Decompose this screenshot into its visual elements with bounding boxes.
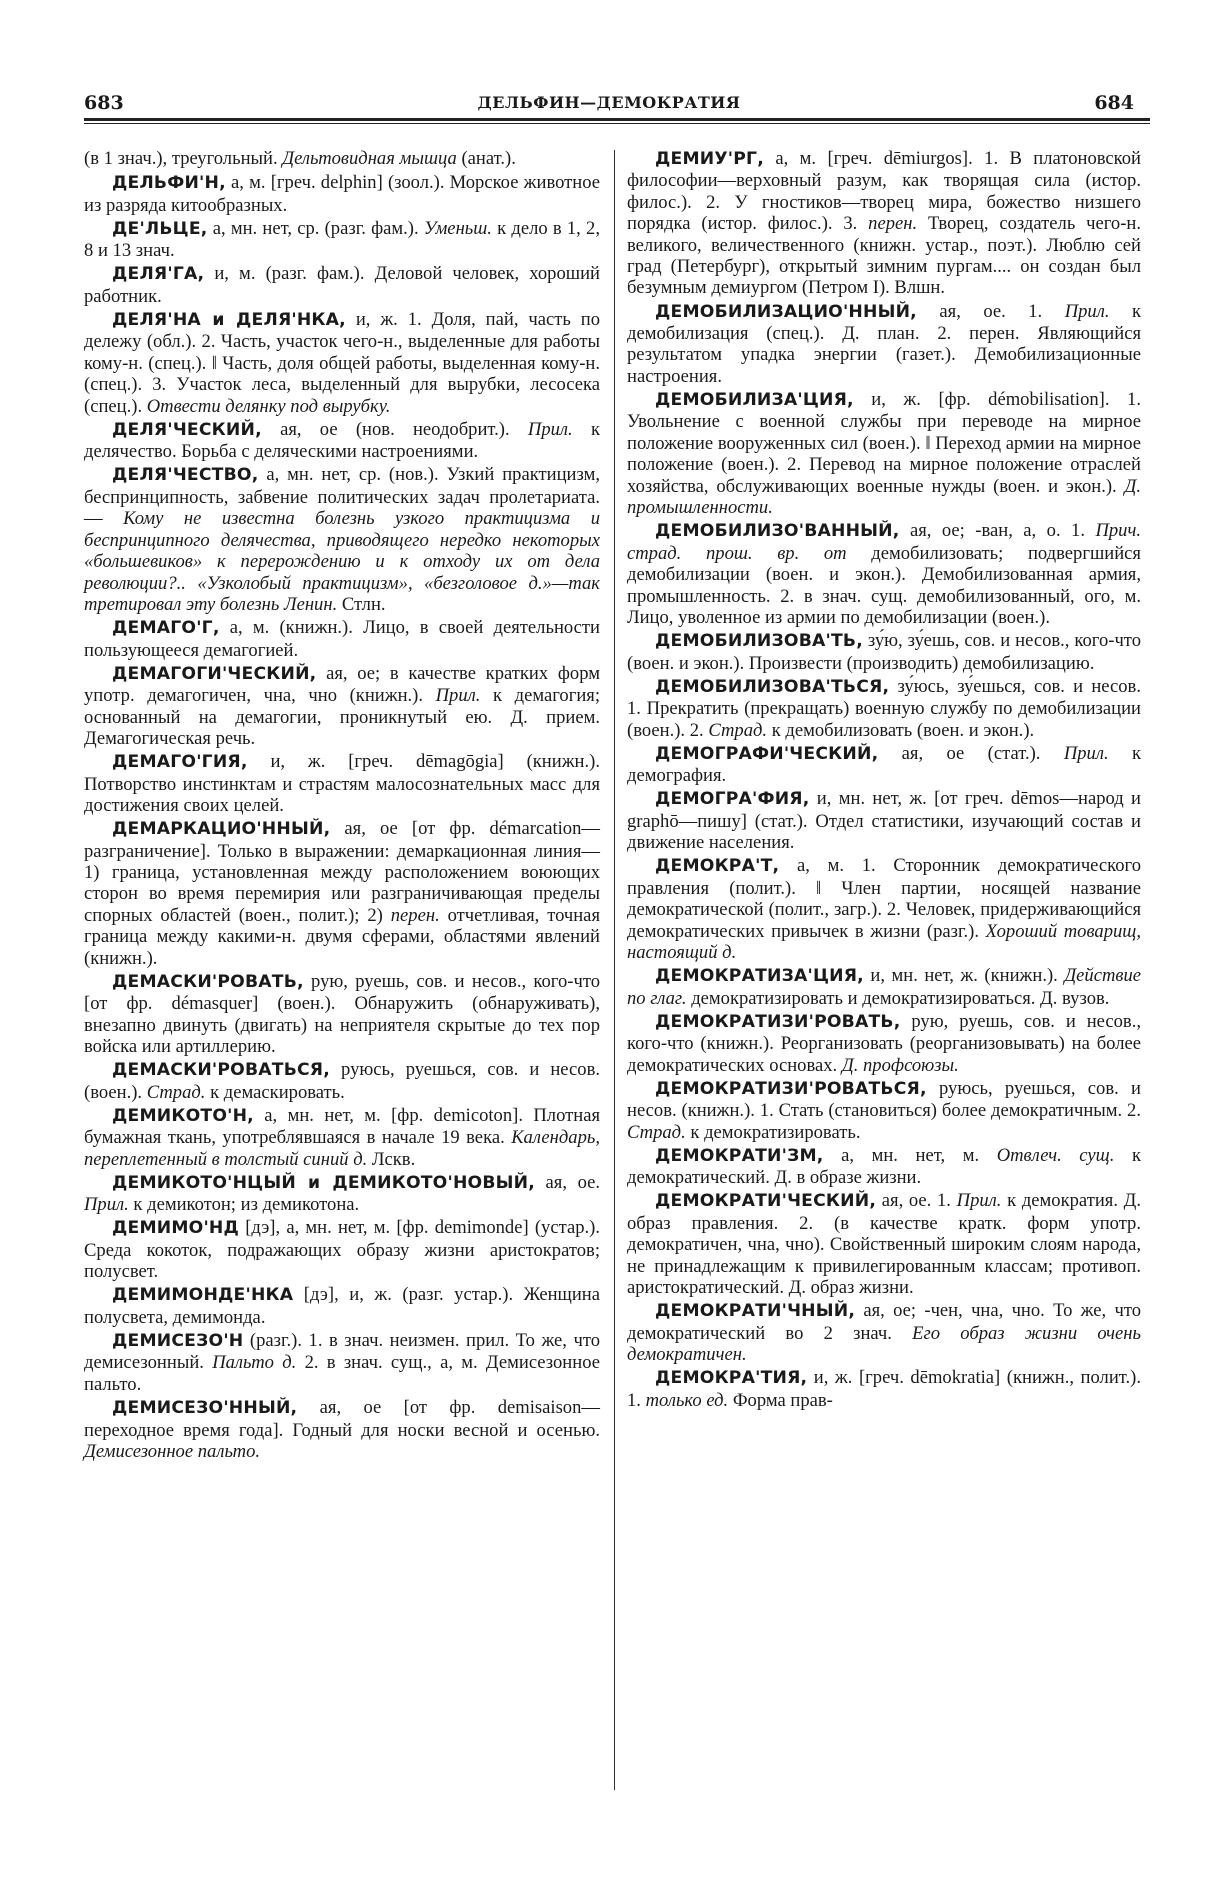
entry-definition: зу́юсь, зу́ешься, сов. и несов. 1. Прекратить (прекращать) военную службу по демобилизации (воен.). 2. — [627, 675, 1141, 741]
entry-example: Пальто д. — [212, 1352, 297, 1374]
entry-definition: ая, ое. 1. — [916, 300, 1065, 322]
entry-example: Страд. — [627, 1121, 686, 1143]
dictionary-entry — [84, 1059, 600, 1103]
entry-headword: ДЕЛЯ'НА и ДЕЛЯ'НКА, — [112, 310, 346, 331]
entry-tail: к демаскировать. — [205, 1081, 345, 1103]
entry-definition: [дэ], и, ж. (разг. устар.). Женщина полусвета, демимонда. — [84, 1284, 600, 1328]
dictionary-entry — [84, 218, 600, 262]
entry-tail: к демикотон; из демикотона. — [128, 1194, 360, 1216]
entry-headword: ДЕМИСЕЗО'Н — [112, 1331, 244, 1352]
entry-headword: ДЕМОКРАТИЗА'ЦИЯ, — [655, 966, 864, 987]
entry-tail: к демобилизация (спец.). Д. план. 2. перен. Являющийся результатом упадка энергии (газет.). Демобилизационные настроения. — [627, 300, 1142, 387]
dictionary-entry — [627, 1190, 1141, 1298]
entry-definition: зу́ю, зу́ешь, сов. и несов., кого-что (воен. и экон.). Произвести (производить) демобилизацию. — [627, 630, 1141, 674]
entry-definition: ая, ое; в качестве кратких форм употр. демагогичен, чна, чно (книжн.). — [84, 662, 600, 707]
entry-definition: а, мн. нет, м. — [823, 1144, 997, 1166]
entry-definition: и, ж. [греч. dēmokratia] (книжн., полит.). 1. — [627, 1367, 1141, 1411]
entry-example: Страд. — [146, 1081, 206, 1103]
entry-definition: руюсь, руешься, сов. и несов. (книжн.). 1. Стать (становиться) более демократичным. 2. — [627, 1077, 1141, 1122]
entry-tail: отчетливая, точная граница между какими-н. двумя сферами, областями явлений (книжн.). — [84, 904, 600, 969]
entry-tail: к демография. — [627, 742, 1142, 787]
dictionary-entry — [84, 309, 600, 417]
entry-tail: Форма прав- — [728, 1389, 833, 1411]
entry-example: Прил. — [1063, 742, 1109, 764]
entry-example: Страд. — [708, 719, 768, 741]
entry-definition: ая, ое (стат.). — [878, 742, 1064, 764]
entry-definition: и, ж. [греч. dēmagōgia] (книжн.). Потворство инстинктам и страстям малосознательных масс для достижения своих целей. — [84, 751, 600, 816]
entry-headword: ДЕМОБИЛИЗО'ВАННЫЙ, — [655, 521, 900, 542]
entry-headword: ДЕМАСКИ'РОВАТЬ, — [112, 971, 304, 992]
entry-headword: ДЕЛЯ'ЧЕСТВО, — [112, 465, 259, 486]
dictionary-entry — [84, 263, 600, 307]
entry-tail: к дело в 1, 2, 8 и 13 знач. — [84, 217, 600, 262]
entry-example: Календарь, переплетенный в толстый синий д. — [84, 1127, 600, 1170]
entry-example: Отвлеч. сущ. — [996, 1144, 1115, 1166]
entry-definition: (разг.). 1. в знач. неизмен. прил. То же, что демисезонный. — [84, 1330, 600, 1374]
entry-headword: ДЕМОКРАТИ'ЧЕСКИЙ, — [655, 1191, 877, 1212]
entry-tail: (анат.). — [456, 148, 516, 169]
entry-headword: ДЕЛЯ'ЧЕСКИЙ, — [112, 419, 262, 440]
entry-headword: ДЕМОБИЛИЗАЦИО'ННЫЙ, — [655, 301, 917, 322]
dictionary-entry — [627, 743, 1141, 787]
entry-headword: ДЕМОБИЛИЗОВА'ТЬСЯ, — [655, 676, 890, 697]
entry-example: Прил. — [527, 418, 573, 440]
left-column — [84, 148, 600, 1464]
entry-tail: Лскв. — [367, 1148, 416, 1170]
dictionary-entry — [627, 855, 1141, 963]
page-header — [84, 92, 1134, 116]
entry-example: Уменьш. — [423, 217, 492, 239]
entry-definition: ая, ое [от фр. demisaison—переходное время года]. Годный для носки весной и осенью. — [84, 1397, 600, 1441]
entry-example: Прил. — [435, 685, 481, 707]
entry-headword: ДЕМОКРАТИ'ЗМ, — [655, 1145, 824, 1166]
entry-definition: рую, руешь, сов. и несов., кого-что [от фр. démasquer] (воен.). Обнаружить (обнаруживать), внезапно двинуть (двигать) на неприятеля скрытые до тех пор войска или артиллерию. — [84, 970, 600, 1058]
entry-example: перен. — [390, 904, 440, 926]
dictionary-entry — [627, 389, 1141, 518]
entry-example: Отвести делянку под вырубку. — [146, 395, 391, 417]
entry-definition: ая, ое; -чен, чна, чно. То же, что демократический во 2 знач. — [627, 1300, 1141, 1344]
entry-tail: к демагогия; основанный на демагогии, проникнутый ею. Д. прием. Демагогическая речь. — [84, 685, 600, 749]
entry-example: только ед. — [645, 1389, 729, 1411]
entry-headword: ДЕМИКОТО'Н, — [112, 1105, 254, 1126]
dictionary-entry — [84, 1217, 600, 1282]
dictionary-entry — [84, 818, 600, 969]
dictionary-entry — [627, 630, 1141, 674]
entry-headword: ДЕМИСЕЗО'ННЫЙ, — [112, 1398, 298, 1419]
entry-example: Д. промышленности. — [627, 475, 1141, 519]
entry-example: Прич. страд. прош. вр. от — [627, 520, 1141, 564]
entry-example: Демисезонное пальто. — [84, 1440, 261, 1462]
entry-headword: ДЕМАГО'ГИЯ, — [112, 752, 248, 773]
entry-headword: ДЕМИКОТО'НЦЫЙ и ДЕМИКОТО'НОВЫЙ, — [112, 1172, 535, 1193]
entry-definition: а, м. (книжн.). Лицо, в своей деятельности пользующееся демагогией. — [84, 617, 600, 661]
entry-example: Прил. — [1064, 300, 1110, 322]
entry-tail: к демобилизовать (воен. и экон.). — [767, 719, 1035, 741]
entry-headword: ДЕМОКРАТИЗИ'РОВАТЬ, — [655, 1011, 901, 1032]
entry-definition: рую, руешь, сов. и несов., кого-что (книжн.). Реорганизовать (реорганизовывать) на более демократических основах. — [627, 1010, 1141, 1076]
column-divider — [614, 150, 615, 1790]
entry-example: Прил. — [956, 1190, 1002, 1212]
entry-tail: демократизировать и демократизироваться. Д. вузов. — [686, 987, 1110, 1009]
entry-definition: ая, ое. — [534, 1171, 600, 1193]
dictionary-entry — [627, 1367, 1141, 1411]
dictionary-entry — [627, 1078, 1141, 1143]
running-title: ДЕЛЬФИН—ДЕМОКРАТИЯ — [477, 93, 741, 112]
entry-definition: ая, ое [от фр. démarcation—разграничение]. Только в выражении: демаркационная линия—1) граница, установленная между расположением воюющих сторон во время перемирия или разграничивающая пределы спорных областей (воен., полит.); 2) — [84, 818, 600, 926]
entry-tail: к демократический. Д. в образе жизни. — [627, 1144, 1141, 1189]
entry-definition: и, ж. [фр. démobilisation]. 1. Увольнение с военной службы при переводе на мирное положение вооруженных сил (воен.). ‖ Переход армии на мирное положение (воен.). 2. Перевод на мирное положение отраслей хозяйства, обслуживающих военные нужды (воен. и экон.). — [627, 389, 1141, 497]
right-column — [627, 148, 1141, 1413]
dictionary-entry — [84, 419, 600, 463]
dictionary-entry — [84, 172, 600, 216]
entry-definition: а, м. 1. Сторонник демократического правления (полит.). ‖ Член партии, носящей название демократической (полит., загр.). 2. Человек, придерживающийся демократических привычек в жизни (разг.). — [627, 855, 1141, 942]
entry-headword: ДЕ'ЛЬЦЕ, — [112, 218, 208, 239]
dictionary-entry — [627, 148, 1141, 299]
entry-example: перен. — [868, 213, 918, 235]
dictionary-entry — [84, 617, 600, 661]
entry-example: Дельтовидная мышца — [282, 148, 457, 169]
entry-definition: руюсь, руешься, сов. и несов. (воен.). — [84, 1059, 600, 1103]
entry-headword: ДЕМОКРА'ТИЯ, — [655, 1368, 808, 1389]
entry-definition: и, м. (разг. фам.). Деловой человек, хороший работник. — [84, 263, 600, 307]
entry-definition: [дэ], а, мн. нет, м. [фр. demimonde] (устар.). Среда кокоток, подражающих образу жизни аристократов; полусвет. — [84, 1217, 600, 1283]
entry-headword: ДЕМОГРАФИ'ЧЕСКИЙ, — [655, 743, 879, 764]
entry-definition: и, ж. 1. Доля, пай, часть по дележу (обл.). 2. Часть, участок чего-н., выделенные для работы кому-н. (спец.). ‖ Часть, доля общей работы, выделенная кому-н. (спец.). 3. Участок леса, выделенный для вырубки, лесосека (спец.). — [84, 309, 601, 417]
entry-headword: ДЕМАРКАЦИО'ННЫЙ, — [112, 819, 331, 840]
entry-definition: а, мн. нет, ср. (нов.). Узкий практицизм, беспринципность, забвение политических задач пролетариата. — — [84, 464, 600, 530]
header-rule-thin — [84, 123, 1150, 124]
page-number-left: 683 — [84, 92, 124, 114]
entry-definition: а, мн. нет, м. [фр. demicoton]. Плотная бумажная ткань, употреблявшаяся в начале 19 века. — [84, 1104, 600, 1149]
entry-headword: ДЕМОКРАТИ'ЧНЫЙ, — [655, 1301, 856, 1322]
entry-headword: ДЕМАГОГИ'ЧЕСКИЙ, — [112, 663, 317, 684]
dictionary-entry — [84, 464, 600, 615]
dictionary-entry — [627, 1011, 1141, 1076]
dictionary-entry — [84, 1330, 600, 1395]
entry-headword: ДЕМОКРА'Т, — [655, 856, 780, 877]
dictionary-entry — [84, 663, 600, 750]
entry-tail: к демократия. Д. образ правления. 2. (в качестве кратк. форм употр. демократичен, чна, чно). Свойственный широким слоям народа, не принадлежащим к привилегированным классам; противоп. аристократический. Д. образ жизни. — [627, 1190, 1141, 1299]
entry-example: Кому не известна болезнь узкого практицизма и беспринципного делячества, приводящего нередко некоторых «большевиков» к перерождению и к отходу их от дела революции?.. «Узколобый практицизм», «безголовое д.»—так третировал эту болезнь Ленин. — [84, 508, 600, 615]
dictionary-entry — [627, 1300, 1141, 1365]
entry-headword: ДЕМОБИЛИЗОВА'ТЬ, — [655, 631, 863, 652]
dictionary-entry — [84, 148, 600, 170]
entry-example: Прил. — [84, 1194, 129, 1216]
entry-headword: ДЕМОГРА'ФИЯ, — [655, 789, 810, 810]
entry-tail: демобилизовать; подвергшийся демобилизации (воен. и экон.). Демобилизованная армия, промышленность. 2. в знач. сущ. демобилизованный, ого, м. Лицо, уволенное из армии по демобилизации (воен.). — [627, 542, 1141, 628]
entry-definition: (в 1 знач.), треугольный. — [84, 148, 283, 169]
entry-headword: ДЕМИУ'РГ, — [655, 149, 764, 169]
entry-definition: а, м. [греч. dēmiurgos]. 1. В платоновской философии—верховный разум, как творящая сила (истор. филос.). 2. У гностиков—творец мира, божество низшего порядка (истор. филос.). 3. — [627, 148, 1141, 235]
entry-definition: ая, ое (нов. неодобрит.). — [261, 418, 528, 440]
dictionary-entry — [84, 1284, 600, 1328]
dictionary-entry — [627, 676, 1141, 741]
dictionary-entry — [627, 965, 1141, 1009]
entry-example: Действие по глаг. — [627, 965, 1141, 1009]
entry-headword: ДЕМИМО'НД — [112, 1218, 240, 1239]
entry-tail: к делячество. Борьба с деляческими настроениями. — [84, 418, 600, 463]
dictionary-entry — [627, 788, 1141, 853]
dictionary-entry — [84, 971, 600, 1058]
entry-headword: ДЕМОБИЛИЗА'ЦИЯ, — [655, 390, 854, 411]
dictionary-entry — [627, 520, 1141, 628]
dictionary-entry — [84, 1397, 600, 1462]
entry-definition: и, мн. нет, ж. [от греч. dēmos—народ и graphō—пишу] (стат.). Отдел статистики, изучающий состав и движение населения. — [627, 788, 1141, 854]
entry-definition: ая, ое. 1. — [876, 1190, 957, 1212]
entry-definition: а, мн. нет, ср. (разг. фам.). — [207, 217, 424, 239]
entry-example: Хороший товарищ, настоящий д. — [627, 920, 1141, 963]
entry-tail: Стлн. — [337, 593, 386, 615]
dictionary-entry — [84, 1105, 600, 1170]
entry-definition: а, м. [греч. delphin] (зоол.). Морское животное из разряда китообразных. — [84, 172, 600, 216]
entry-headword: ДЕМАГО'Г, — [112, 618, 220, 639]
dictionary-entry — [84, 1172, 600, 1216]
entry-tail: Творец, создатель чего-н. великого, величественного (книжн. устар., поэт.). Люблю сей град (Петербург), открытый зимним пургам.... он создан был безумным демиургом (Петром I). Влшн. — [627, 213, 1141, 299]
entry-example: Его образ жизни очень демократичен. — [627, 1322, 1141, 1366]
dictionary-entry — [84, 751, 600, 816]
entry-definition: и, мн. нет, ж. (книжн.). — [863, 965, 1065, 987]
entry-definition: ая, ое; -ван, а, о. 1. — [899, 520, 1096, 542]
entry-headword: ДЕМОКРАТИЗИ'РОВАТЬСЯ, — [655, 1078, 927, 1099]
entry-tail: 2. в знач. сущ., а, м. Демисезонное пальто. — [84, 1352, 600, 1395]
dictionary-entry — [627, 301, 1141, 388]
dictionary-entry — [627, 1145, 1141, 1189]
page-number-right: 684 — [1094, 92, 1134, 114]
entry-headword: ДЕЛЬФИ'Н, — [112, 173, 226, 194]
entry-headword: ДЕМАСКИ'РОВАТЬСЯ, — [112, 1060, 330, 1081]
entry-example: Д. профсоюзы. — [841, 1054, 959, 1076]
header-rule — [84, 118, 1150, 121]
entry-headword: ДЕЛЯ'ГА, — [112, 264, 205, 285]
entry-tail: к демократизировать. — [685, 1121, 861, 1143]
entry-headword: ДЕМИМОНДЕ'НКА — [112, 1285, 294, 1306]
